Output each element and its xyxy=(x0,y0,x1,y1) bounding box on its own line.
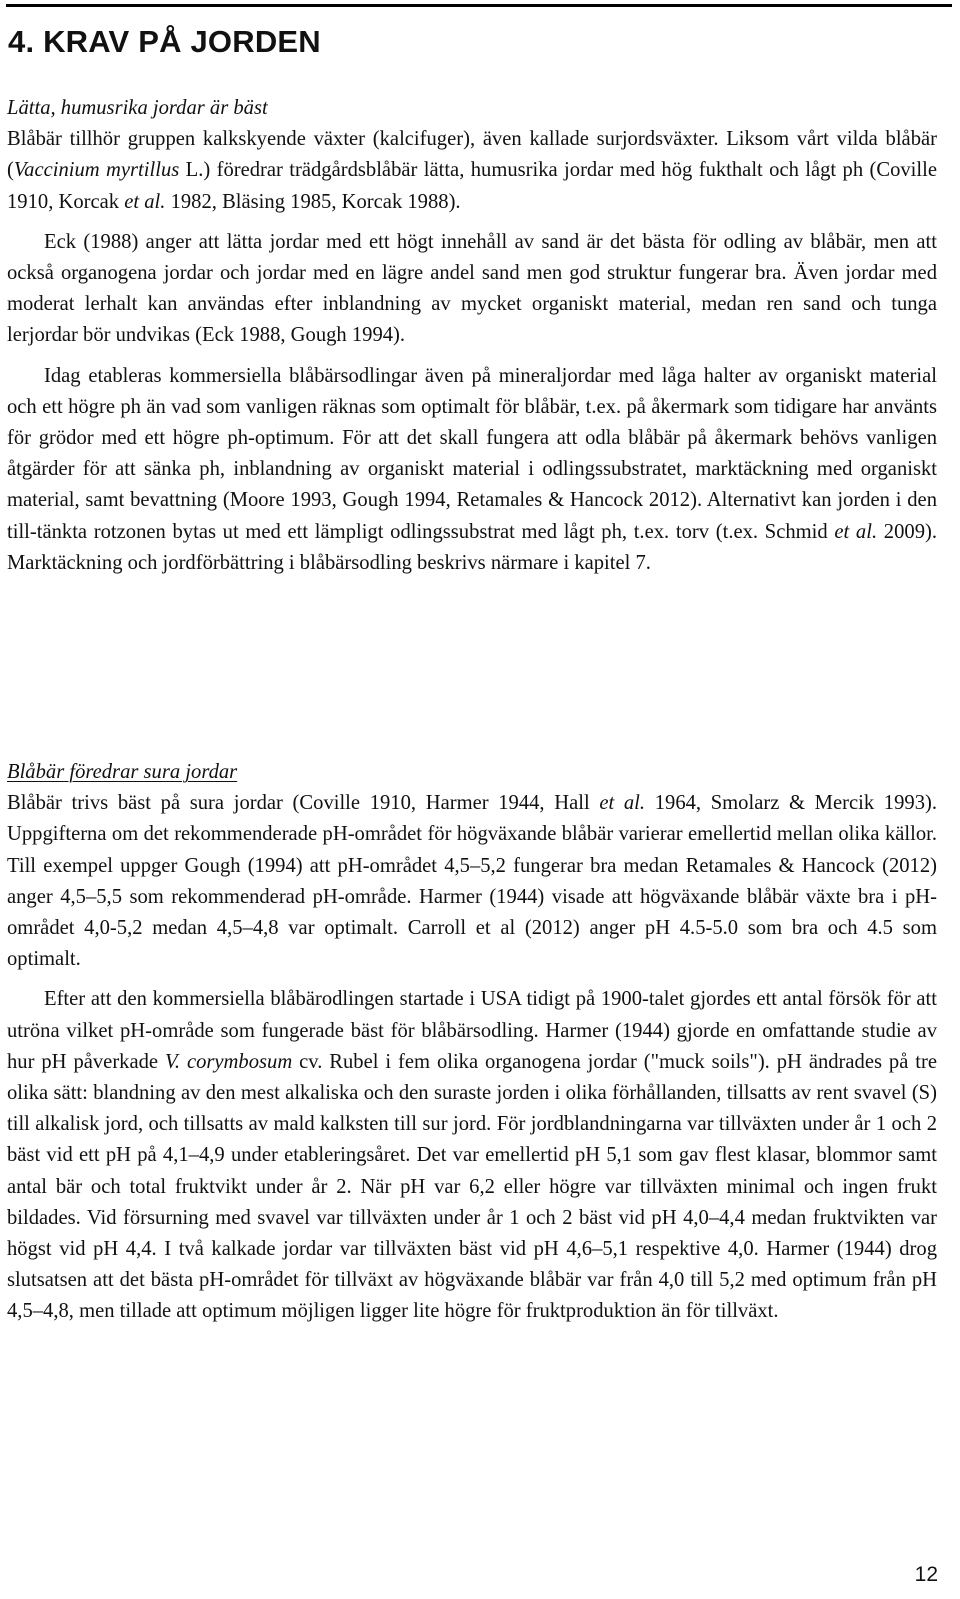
section-heading-light-soils: Lätta, humusrika jordar är bäst xyxy=(7,97,268,119)
text-run: 1982, Bläsing 1985, Korcak 1988). xyxy=(165,190,461,213)
text-run: Blåbär tillhör gruppen kalkskyende växter (kalcifuger), även kallade surjordsväxter. Liksom vårt vilda blåbär ( xyxy=(7,128,937,182)
species-name: Vaccinium myrtillus xyxy=(13,159,180,182)
top-rule xyxy=(6,4,952,7)
et-al: et al. xyxy=(599,792,646,815)
text-run: Blåbär trivs bäst på sura jordar (Coville 1910, Harmer 1944, Hall xyxy=(7,792,600,815)
paragraph-harmer-study xyxy=(7,984,937,1327)
text-run: 1964, Smolarz & Mercik 1993). Uppgifterna om det rekommenderade pH-området för högväxande blåbär varierar emellertid mellan olika källor. Till exempel uppger Gough (1994) att pH-området 4,5–5,2 fungerar bra medan Retamales & Hancock (2012) anger 4,5–5,5 som rekommenderad pH-område. Harmer (1944) visade att högväxande blåbär växte bra i pH-området 4,0-5,2 medan 4,5–4,8 var optimalt. Carroll et al (2012) anger pH 4.5-5.0 som bra och 4.5 som optimalt. xyxy=(7,792,938,971)
paragraph-intro xyxy=(7,124,937,218)
et-al: et al. xyxy=(124,190,166,213)
section-light-soils xyxy=(7,93,937,579)
paragraph-ph-range xyxy=(7,788,937,975)
et-al: et al. xyxy=(834,520,878,543)
section-acid-soils xyxy=(7,757,937,1328)
species-name: V. corymbosum xyxy=(164,1050,293,1073)
page-number: 12 xyxy=(914,1563,938,1586)
text-run: cv. Rubel i fem olika organogena jordar ("muck soils"). pH ändrades på tre olika sätt: blandning av den mest alkaliska och den suraste jorden i olika förhållanden, tillsatts av rent svavel (S) till alkalisk jord, och tillsatts av mald kalksten till sur jord. För jordblandningarna var tillväxten under år 1 och 2 bäst vid ett pH på 4,1–4,9 under etableringsåret. Det var emellertid pH 5,1 som gav flest klasar, blommor samt antal bär och total fruktvikt under år 2. När pH var 6,2 eller högre var tillväxten minimal och ingen frukt bildades. Vid försurning med svavel var tillväxten under år 1 och 2 bäst vid pH 4,0–4,4 medan fruktvikten var högst vid pH 4,4. I två kalkade jordar var tillväxten bäst vid pH 4,6–5,1 respektive 4,0. Harmer (1944) drog slutsatsen att det bästa pH-området för tillväxt av högväxande blåbär var från 4,0 till 5,2 med optimum från pH 4,5–4,8, men tillade att optimum möjligen ligger lite högre för fruktproduktion än för tillväxt. xyxy=(7,1050,937,1323)
text-run: L.) föredrar trädgårdsblåbär lätta, humusrika jordar med hög fukthalt och lågt ph (Coville 1910, Korcak xyxy=(7,159,937,213)
section-heading-acid-soils: Blåbär föredrar sura jordar xyxy=(7,761,238,783)
text-run: Efter att den kommersiella blåbärodlingen startade i USA tidigt på 1900-talet gjordes ett antal försök för att utröna vilket pH-område som fungerade bäst för blåbärsodling. Harmer (1944) gjorde en omfattande studie av hur pH påverkade xyxy=(7,988,937,1073)
paragraph-eck: Eck (1988) anger att lätta jordar med ett högt innehåll av sand är det bästa för odling av blåbär, men att också organogena jordar och jordar med en lägre andel sand men god struktur fungerar bra. Även jordar med moderat lerhalt kan användas efter inblandning av mycket organiskt material, medan ren sand och tunga lerjordar bör undvikas (Eck 1988, Gough 1994). xyxy=(7,230,937,347)
chapter-title: 4. KRAV PÅ JORDEN xyxy=(8,24,321,59)
text-run: 2009). Marktäckning och jordförbättring i blåbärsodling beskrivs närmare i kapitel 7. xyxy=(7,520,937,574)
paragraph-mineral-soils xyxy=(7,361,937,579)
text-run: Idag etableras kommersiella blåbärsodlingar även på mineraljordar med låga halter av organiskt material och ett högre ph än vad som vanligen räknas som optimalt för blåbär, t.ex. på åkermark som tidigare har använts för grödor med ett högre ph-optimum. För att det skall fungera att odla blåbär på åkermark behövs vanligen åtgärder för att sänka ph, inblandning av organiskt material i odlingssubstratet, marktäckning med organiskt material, samt bevattning (Moore 1993, Gough 1994, Retamales & Hancock 2012). Alternativt kan jorden i den till-tänkta rotzonen bytas ut med ett lämpligt odlingssubstrat med lågt ph, t.ex. torv (t.ex. Schmid xyxy=(7,364,937,543)
